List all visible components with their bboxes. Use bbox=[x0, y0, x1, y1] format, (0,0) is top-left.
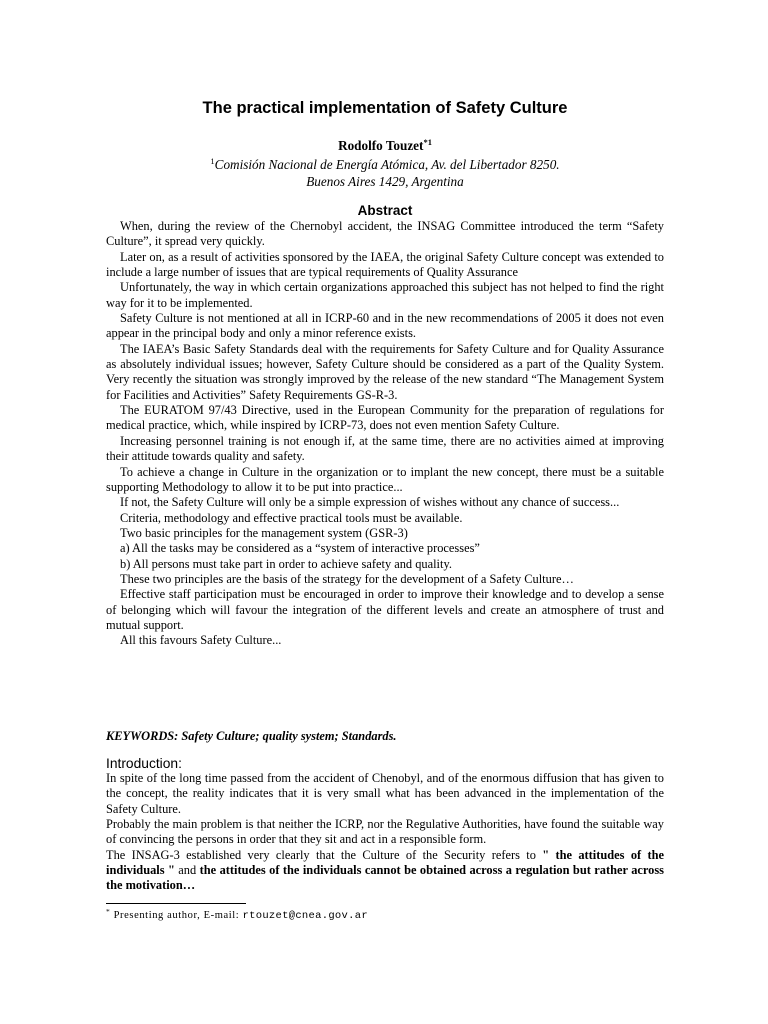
author-line bbox=[106, 137, 664, 154]
abstract-paragraph: The IAEA’s Basic Safety Standards deal with the requirements for Safety Culture and for Quality Assurance as absolutely individual issues; however, Safety Culture should be considered as a part of the Quality System. Very recently the situation was strongly improved by the release of the new standard “The Management System for Facilities and Activities” Safety Requirements GS-R-3. bbox=[106, 341, 664, 402]
abstract-paragraph: Two basic principles for the management system (GSR-3) bbox=[120, 525, 408, 540]
author-email: rtouzet@cnea.gov.ar bbox=[242, 910, 368, 922]
abstract-paragraph: All this favours Safety Culture... bbox=[120, 633, 282, 648]
abstract-paragraph: To achieve a change in Culture in the organization or to implant the new concept, there must be a suitable supporting Methodology to allow it to be put into practice... bbox=[106, 464, 664, 494]
abstract-paragraph: The EURATOM 97/43 Directive, used in the European Community for the preparation of regulations for medical practice, which, while inspired by ICRP-73, does not even mention Safety Culture. bbox=[106, 403, 664, 433]
abstract-paragraph: Unfortunately, the way in which certain organizations approached this subject has not helped to find the right way for it to be implemented. bbox=[106, 280, 664, 310]
abstract-paragraph: a) All the tasks may be considered as a “system of interactive processes” bbox=[120, 541, 480, 556]
abstract-paragraph: Criteria, methodology and effective practical tools must be available. bbox=[120, 510, 463, 525]
abstract-paragraph: Safety Culture is not mentioned at all in ICRP-60 and in the new recommendations of 2005 it does not even appear in the principal body and only a minor reference exists. bbox=[106, 311, 664, 341]
affiliation-line-2: Buenos Aires 1429, Argentina bbox=[306, 174, 464, 189]
abstract-paragraph: Later on, as a result of activities sponsored by the IAEA, the original Safety Culture concept was extended to include a large number of issues that are typical requirements of Quality Assurance bbox=[106, 249, 664, 280]
affiliation-line-1: $^1$Comisión Nacional de Energía Atómica, Av. del Libertador 8250. bbox=[210, 156, 560, 172]
abstract-paragraph: If not, the Safety Culture will only be a simple expression of wishes without any chance of success... bbox=[120, 495, 620, 510]
abstract-paragraph: b) All persons must take part in order to achieve safety and quality. bbox=[120, 556, 452, 571]
introduction-heading: Introduction: bbox=[106, 756, 182, 771]
footnote-mark: * bbox=[106, 907, 111, 916]
introduction-body bbox=[106, 771, 664, 894]
abstract-body bbox=[106, 219, 664, 649]
footnote-separator bbox=[106, 903, 246, 904]
affiliation bbox=[106, 153, 664, 190]
keywords: KEYWORDS: Safety Culture; quality system; Standards. bbox=[106, 729, 397, 743]
abstract-paragraph: These two principles are the basis of the strategy for the development of a Safety Culture… bbox=[120, 571, 574, 586]
paper-title: The practical implementation of Safety Culture bbox=[202, 99, 568, 117]
intro-paragraph-3: The INSAG-3 established very clearly that the Culture of the Security refers to " the attitudes of the individuals " and the attitudes of the individuals cannot be obtained across a regulation but rather across the motivation… bbox=[106, 847, 665, 893]
intro-emphasis-1: " the attitudes of the individuals " bbox=[106, 847, 665, 878]
footnote: * Presenting author, E-mail: rtouzet@cnea.gov.ar bbox=[106, 907, 368, 922]
author-marks: *1 bbox=[423, 137, 432, 147]
abstract-paragraph: Increasing personnel training is not enough if, at the same time, there are no activities aimed at improving their attitude towards quality and safety. bbox=[106, 433, 664, 464]
abstract-heading: Abstract bbox=[357, 203, 413, 218]
intro-paragraph-1: In spite of the long time passed from the accident of Chenobyl, and of the enormous diffusion that has given to the concept, the reality indicates that it is very small what has been advanced in the implementation of the Safety Culture. bbox=[106, 771, 664, 816]
abstract-paragraph: When, during the review of the Chernobyl accident, the INSAG Committee introduced the term “Safety Culture”, it spread very quickly. bbox=[106, 219, 664, 249]
abstract-paragraph: Effective staff participation must be encouraged in order to improve their knowledge and to develop a sense of belonging which will favour the integration of the different levels and create an atmosphere of trust and mutual support. bbox=[106, 587, 664, 632]
author-name: Rodolfo Touzet bbox=[338, 138, 424, 153]
intro-emphasis-2: the attitudes of the individuals cannot be obtained across a regulation but rather across the motivation… bbox=[106, 863, 664, 893]
intro-paragraph-2: Probably the main problem is that neither the ICRP, nor the Regulative Authorities, have found the suitable way of convincing the persons in order that they sit and act in a responsible form. bbox=[106, 817, 664, 847]
affiliation-mark: 1 bbox=[210, 156, 215, 166]
